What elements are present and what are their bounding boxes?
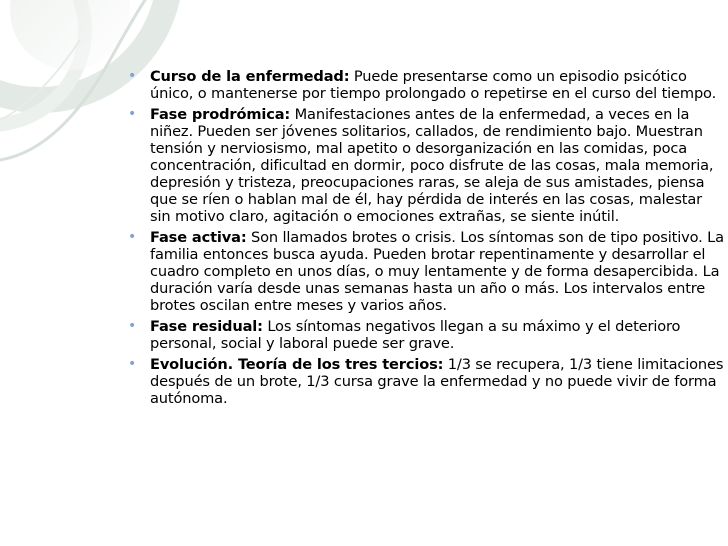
list-item — [126, 356, 724, 407]
list-item — [126, 68, 724, 102]
item-term: Curso de la enfermedad: — [150, 68, 350, 85]
slide-content — [126, 68, 724, 411]
decor-circle-small — [10, 0, 130, 70]
list-item — [126, 229, 724, 314]
list-item — [126, 318, 724, 352]
bullet-dot-icon: • — [128, 106, 137, 122]
item-term: Fase residual: — [150, 318, 263, 335]
item-text: Manifestaciones antes de la enfermedad, a veces en la niñez. Pueden ser jóvenes solitarios, callados, de rendimiento bajo. Muestran tensión y nerviosismo, mal apetito o desorganización en las comidas, poca concentración, dificultad en dormir, poco disfrute de las cosas, mala memoria, depresión y tristeza, preocupaciones raras, se aleja de sus amistades, piensa que se ríen o hablan mal de él, hay pérdida de interés en las cosas, malestar sin motivo claro, agitación o emociones extrañas, se siente inútil. — [150, 106, 714, 225]
bullet-dot-icon: • — [128, 68, 137, 84]
item-text: Los síntomas negativos llegan a su máximo y el deterioro personal, social y laboral puede ser grave. — [150, 318, 681, 352]
item-term: Fase activa: — [150, 229, 247, 246]
item-text: Puede presentarse como un episodio psicótico único, o mantenerse por tiempo prolongado o repetirse en el curso del tiempo. — [150, 68, 717, 102]
item-text: 1/3 se recupera, 1/3 tiene limitaciones después de un brote, 1/3 cursa grave la enfermedad y no puede vivir de forma autónoma. — [150, 356, 724, 407]
list-item — [126, 106, 724, 225]
bullet-dot-icon: • — [128, 229, 137, 245]
bullet-dot-icon: • — [128, 356, 137, 372]
item-term: Evolución. Teoría de los tres tercios: — [150, 356, 444, 373]
item-term: Fase prodrómica: — [150, 106, 291, 123]
bullet-list — [126, 68, 724, 407]
item-text: Son llamados brotes o crisis. Los síntomas son de tipo positivo. La familia entonces busca ayuda. Pueden brotar repentinamente y desarrollar el cuadro completo en unos días, o muy lentamente y de forma desapercibida. La duración varía desde unas semanas hasta un año o más. Los intervalos entre brotes oscilan entre meses y varios años. — [150, 229, 724, 314]
bullet-dot-icon: • — [128, 318, 137, 334]
